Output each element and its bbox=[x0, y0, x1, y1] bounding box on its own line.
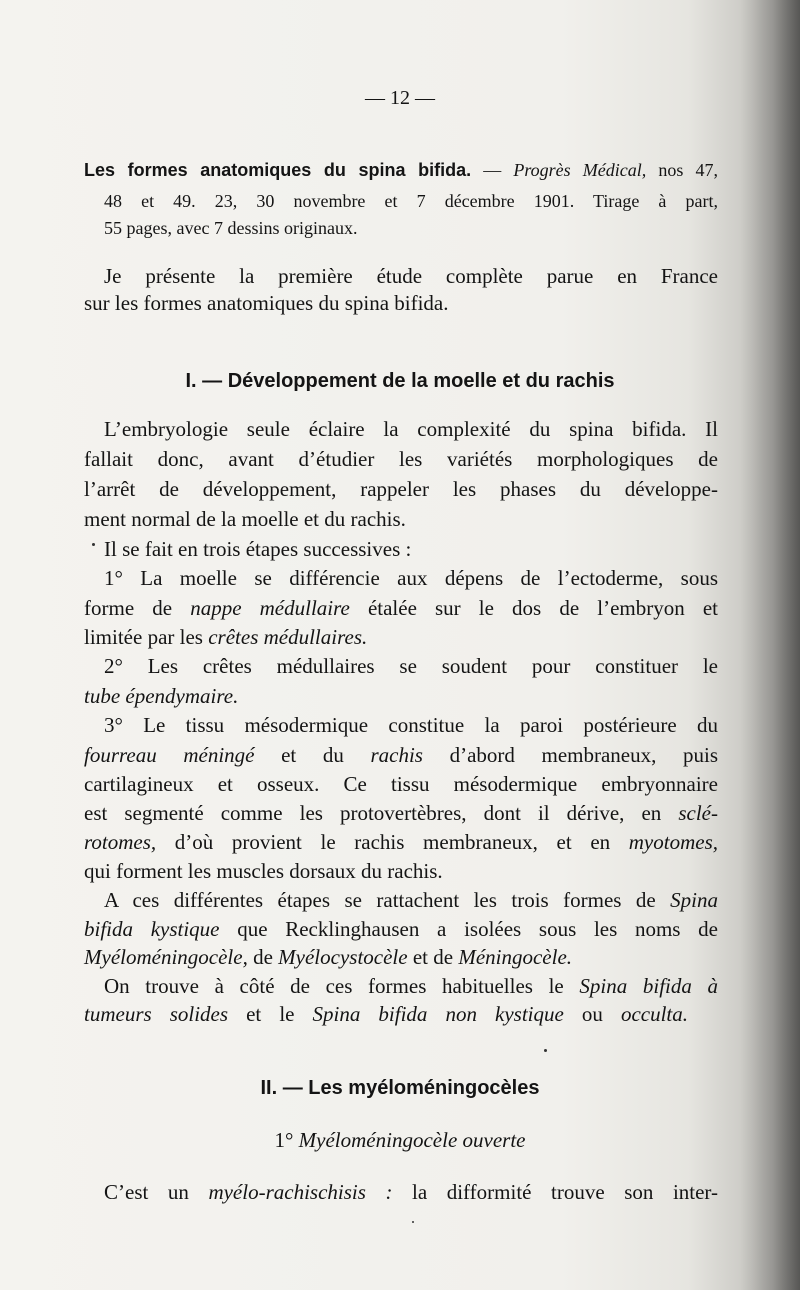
reference-line-1 bbox=[84, 161, 718, 179]
italic-term: sclé- bbox=[678, 801, 718, 825]
text-span: et le bbox=[228, 1002, 313, 1026]
step-3-line: qui forment les muscles dorsaux du rachis. bbox=[84, 859, 443, 883]
italic-term: myélo-rachischisis : bbox=[208, 1180, 393, 1204]
section-2-subheading bbox=[0, 1130, 800, 1151]
italic-term: bifida kystique bbox=[84, 917, 220, 941]
paragraph-line bbox=[104, 890, 718, 911]
italic-term: rotomes, bbox=[84, 830, 157, 854]
reference-title: Les formes anatomiques du spina bifida. bbox=[84, 160, 472, 180]
text-span: On trouve à côté de ces formes habituelles le bbox=[104, 974, 580, 998]
paragraph-line: fallait donc, avant d’étudier les variétés morphologiques de bbox=[84, 447, 718, 471]
step-1-line bbox=[84, 627, 367, 648]
section-1-heading: I. — Développement de la moelle et du rachis bbox=[185, 370, 615, 392]
text-span: d’où provient le rachis membraneux, et en bbox=[156, 830, 629, 854]
text-span: la difformité trouve son inter- bbox=[392, 1180, 718, 1204]
paragraph-line: ment normal de la moelle et du rachis. bbox=[84, 507, 406, 531]
paragraph-line bbox=[84, 1004, 688, 1025]
text-span: est segmenté comme les protovertèbres, dont il dérive, en bbox=[84, 801, 679, 825]
text-span: que Recklinghausen a isolées sous les noms de bbox=[219, 917, 718, 941]
italic-term: tumeurs solides bbox=[84, 1002, 229, 1026]
italic-term: Myéloméningocèle ouverte bbox=[298, 1128, 526, 1152]
paragraph-line: Il se fait en trois étapes successives : bbox=[104, 537, 412, 561]
step-2-line bbox=[84, 686, 238, 707]
paragraph-line bbox=[84, 919, 718, 940]
paragraph-line bbox=[104, 976, 718, 997]
text-span: d’abord membraneux, puis bbox=[422, 743, 718, 767]
page-number: — 12 — bbox=[365, 87, 435, 109]
intro-line-2: sur les formes anatomiques du spina bifida. bbox=[84, 291, 449, 315]
italic-term: Myélocystocèle bbox=[278, 945, 408, 969]
italic-term: rachis bbox=[370, 743, 423, 767]
step-1-line: 1° La moelle se différencie aux dépens de l’ectoderme, sous bbox=[104, 566, 718, 590]
reference-line-3: 55 pages, avec 7 dessins originaux. bbox=[104, 218, 358, 238]
text-span: de bbox=[247, 945, 279, 969]
italic-term: crêtes médullaires. bbox=[208, 625, 368, 649]
intro-line-1: Je présente la première étude complète parue en France bbox=[104, 264, 718, 288]
text-span: ou bbox=[563, 1002, 621, 1026]
paragraph-line bbox=[84, 947, 572, 968]
italic-term: occulta. bbox=[620, 1002, 689, 1026]
italic-term: Myéloméningocèle, bbox=[84, 945, 248, 969]
step-3-line: 3° Le tissu mésodermique constitue la paroi postérieure du bbox=[104, 713, 718, 737]
text-span: C’est un bbox=[104, 1180, 209, 1204]
step-2-line: 2° Les crêtes médullaires se soudent pour constituer le bbox=[104, 654, 718, 678]
step-1-line bbox=[84, 598, 718, 619]
section-2-heading: II. — Les myéloméningocèles bbox=[260, 1077, 540, 1099]
print-speck bbox=[92, 543, 95, 546]
text-span: limitée par les bbox=[84, 625, 209, 649]
italic-term: myotomes, bbox=[628, 830, 718, 854]
text-span: étalée sur le dos de l’embryon et bbox=[349, 596, 718, 620]
print-speck bbox=[412, 1221, 414, 1223]
italic-term: Spina bbox=[670, 888, 718, 912]
reference-journal: Progrès Médical, bbox=[513, 160, 647, 180]
step-3-line: cartilagineux et osseux. Ce tissu mésodermique embryonnaire bbox=[84, 772, 718, 796]
reference-dash: — bbox=[471, 160, 514, 180]
paragraph-line bbox=[104, 1182, 718, 1203]
paragraph-line: L’embryologie seule éclaire la complexité du spina bifida. Il bbox=[104, 417, 718, 441]
italic-term: nappe médullaire bbox=[190, 596, 350, 620]
print-speck bbox=[544, 1049, 547, 1052]
text-span: 1° bbox=[274, 1128, 299, 1152]
text-span: A ces différentes étapes se rattachent les trois formes de bbox=[104, 888, 671, 912]
italic-term: Spina bifida à bbox=[579, 974, 718, 998]
reference-line-2: 48 et 49. 23, 30 novembre et 7 décembre 1901. Tirage à part, bbox=[104, 191, 718, 211]
text-span: et de bbox=[407, 945, 459, 969]
paragraph-line: l’arrêt de développement, rappeler les phases du développe- bbox=[84, 477, 718, 501]
reference-issues: nos 47, bbox=[646, 160, 718, 180]
step-3-line bbox=[84, 745, 718, 766]
step-3-line bbox=[84, 832, 718, 853]
italic-term: Spina bifida non kystique bbox=[312, 1002, 564, 1026]
text-span: et du bbox=[254, 743, 371, 767]
italic-term: fourreau méningé bbox=[84, 743, 255, 767]
italic-term: tube épendymaire. bbox=[84, 684, 239, 708]
text-span: forme de bbox=[84, 596, 191, 620]
italic-term: Méningocèle. bbox=[458, 945, 573, 969]
step-3-line bbox=[84, 803, 718, 824]
